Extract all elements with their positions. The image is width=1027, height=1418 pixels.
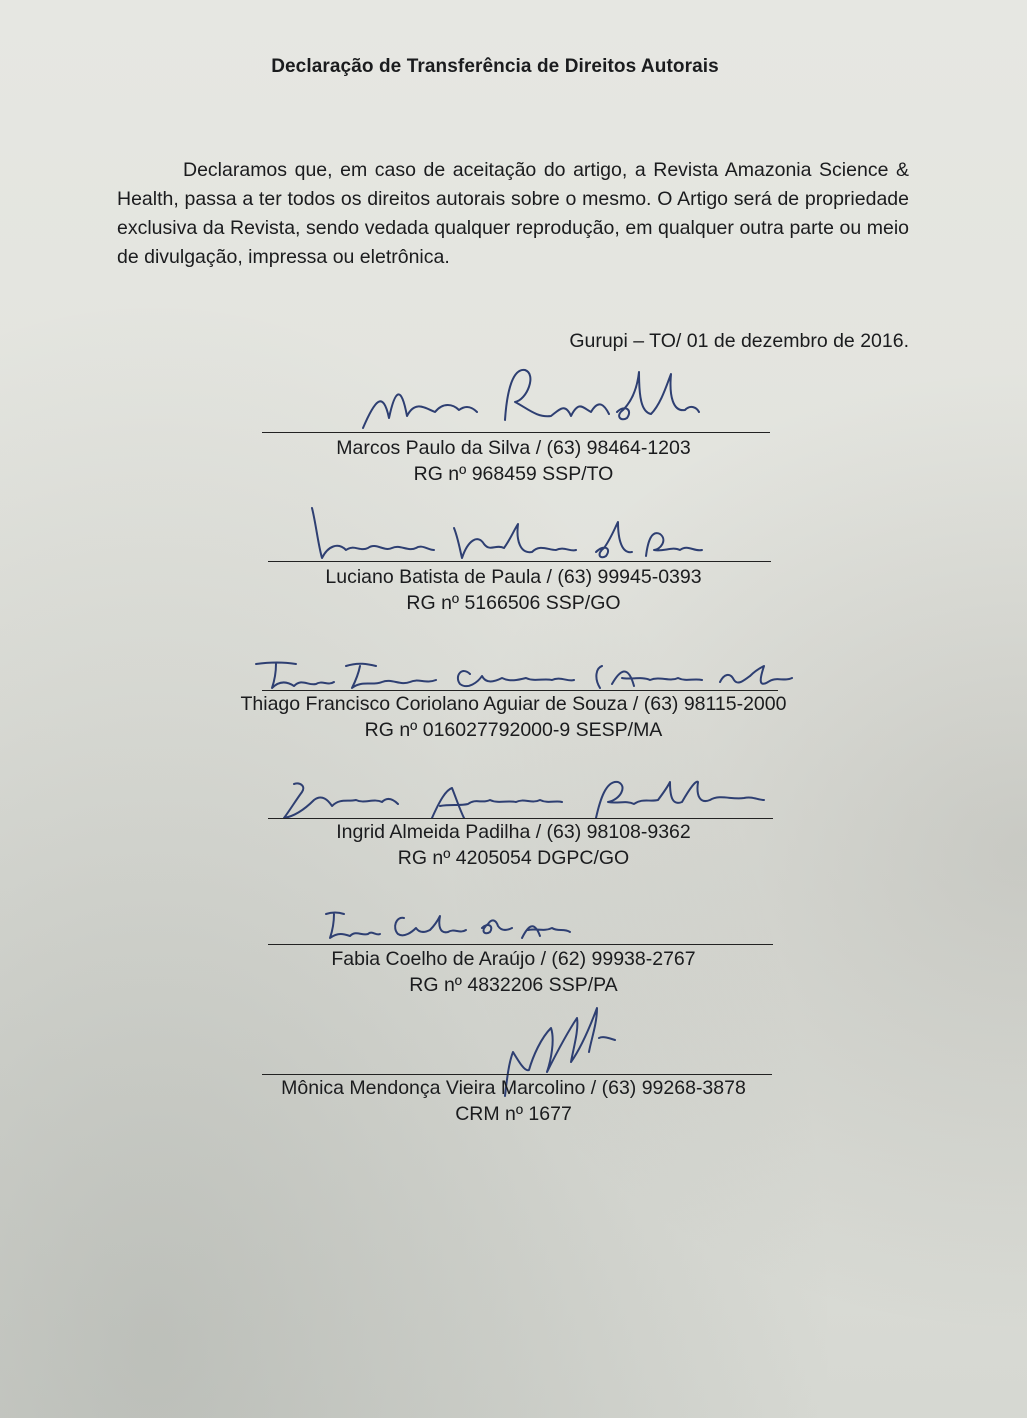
signature-line — [262, 1074, 772, 1075]
place-date: Gurupi – TO/ 01 de dezembro de 2016. — [569, 330, 909, 352]
signer-document: RG nº 4832206 SSP/PA — [409, 974, 618, 996]
signer-document: RG nº 5166506 SSP/GO — [406, 592, 621, 614]
signer-name-phone: Ingrid Almeida Padilha / (63) 98108-9362 — [336, 821, 691, 843]
signature-line — [268, 818, 773, 819]
signer-name-phone: Marcos Paulo da Silva / (63) 98464-1203 — [336, 437, 691, 459]
signer-name-phone: Fabia Coelho de Araújo / (62) 99938-2767 — [331, 948, 696, 970]
signer-name-phone: Thiago Francisco Coriolano Aguiar de Souza / (63) 98115-2000 — [240, 693, 787, 715]
signer-name-phone: Luciano Batista de Paula / (63) 99945-0393 — [325, 566, 702, 588]
signer-document: RG nº 968459 SSP/TO — [413, 463, 614, 485]
signature-line — [268, 561, 771, 562]
signer-name-phone: Mônica Mendonça Vieira Marcolino / (63) 99268-3878 — [281, 1077, 746, 1099]
document-title: Declaração de Transferência de Direitos Autorais — [271, 56, 719, 77]
signer-document: RG nº 4205054 DGPC/GO — [397, 847, 630, 869]
handwritten-signature — [300, 500, 710, 565]
signer-document: RG nº 016027792000-9 SESP/MA — [364, 719, 663, 741]
signer-document: CRM nº 1677 — [455, 1103, 572, 1125]
signature-line — [268, 944, 773, 945]
signature-line — [262, 432, 770, 433]
declaration-paragraph: Declaramos que, em caso de aceitação do artigo, a Revista Amazonia Science & Health, passa a ter todos os direitos autorais sobre o mesmo. O Artigo será de propriedade exclusiva da Revista, sendo vedada qualquer reprodução, em qualquer outra parte ou meio de divulgação, impressa ou eletrônica. — [117, 159, 909, 268]
signature-line — [262, 690, 778, 691]
handwritten-signature — [322, 906, 582, 946]
handwritten-signature — [355, 360, 705, 440]
